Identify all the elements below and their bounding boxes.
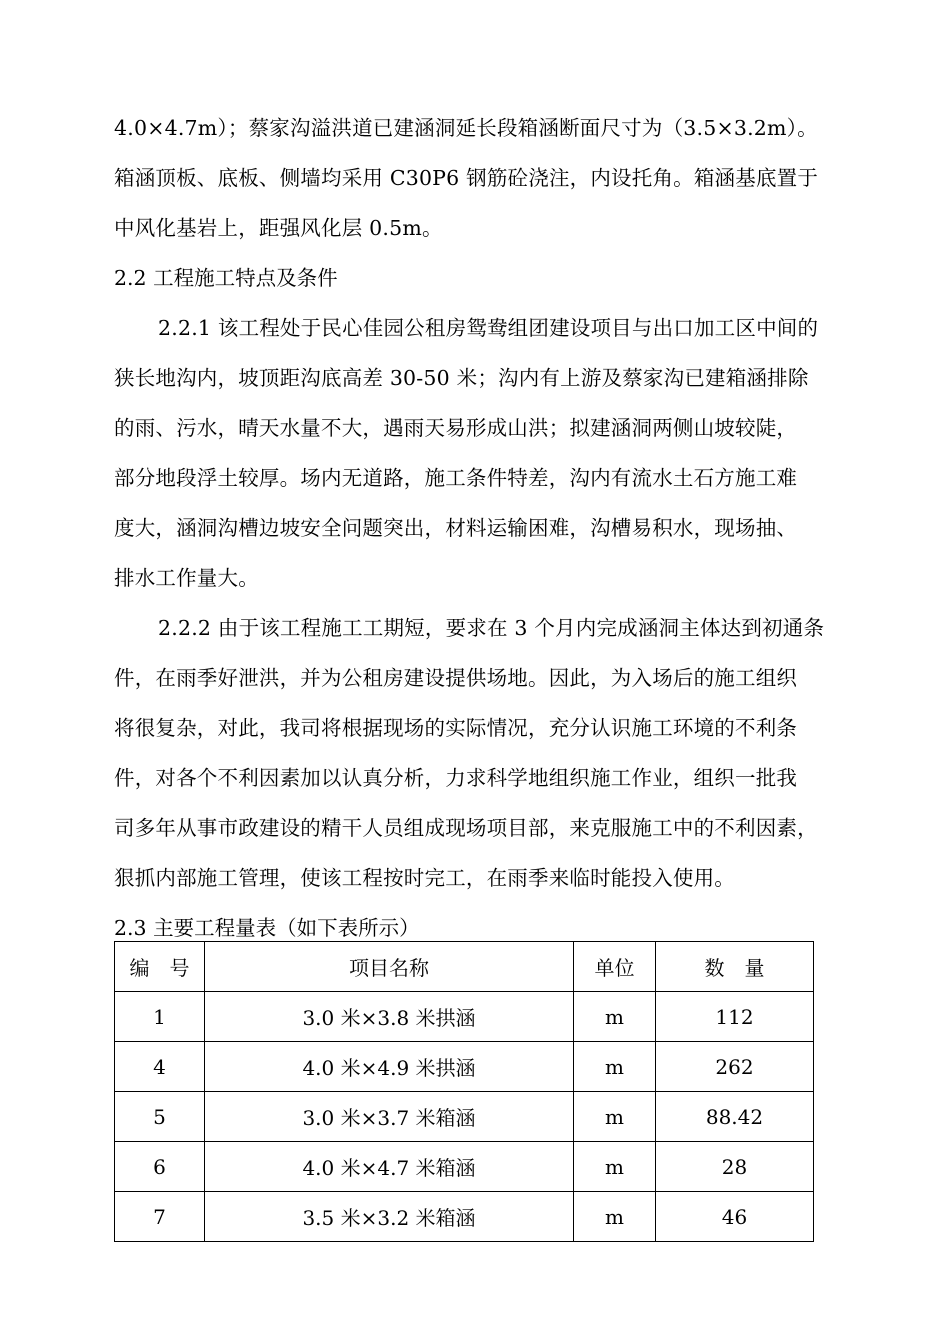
cell-unit: m [574,1192,656,1242]
paragraph-2-2-1-line-1: 2.2.1 该工程处于民心佳园公租房鸳鸯组团建设项目与出口加工区中间的 [158,316,819,340]
cell-item-name: 3.0 米×3.7 米箱涵 [205,1092,574,1142]
paragraph-2-2-2-line-5: 司多年从事市政建设的精干人员组成现场项目部，来克服施工中的不利因素， [114,816,818,840]
table-row [115,1092,814,1142]
header-item-name: 项目名称 [205,942,574,992]
paragraph-2-2-2-line-2: 件，在雨季好泄洪，并为公租房建设提供场地。因此，为入场后的施工组织 [114,666,798,690]
paragraph-2-2-1-line-6: 排水工作量大。 [114,566,259,590]
paragraph1-line-1: 4.0×4.7m）；蔡家沟溢洪道已建涵洞延长段箱涵断面尺寸为（3.5×3.2m）。 [114,116,818,140]
cell-quantity: 88.42 [656,1092,814,1142]
cell-number: 5 [115,1092,205,1142]
cell-item-name: 4.0 米×4.9 米拱涵 [205,1042,574,1092]
paragraph-2-2-1-line-5: 度大，涵洞沟槽边坡安全问题突出，材料运输困难，沟槽易积水，现场抽、 [114,516,798,540]
cell-number: 7 [115,1192,205,1242]
cell-unit: m [574,992,656,1042]
paragraph1-line-2: 箱涵顶板、底板、侧墙均采用 C30P6 钢筋砼浇注，内设托角。箱涵基底置于 [114,166,819,190]
paragraph-2-2-2-line-3: 将很复杂，对此，我司将根据现场的实际情况，充分认识施工环境的不利条 [114,716,798,740]
cell-quantity: 28 [656,1142,814,1192]
paragraph-2-2-2-line-1: 2.2.2 由于该工程施工工期短，要求在 3 个月内完成涵洞主体达到初通条 [158,616,825,640]
cell-item-name: 3.5 米×3.2 米箱涵 [205,1192,574,1242]
paragraph-2-2-1-line-3: 的雨、污水，晴天水量不大，遇雨天易形成山洪；拟建涵洞两侧山坡较陡， [114,416,798,440]
paragraph-2-2-1-line-2: 狭长地沟内，坡顶距沟底高差 30-50 米；沟内有上游及蔡家沟已建箱涵排除 [114,366,809,390]
section-heading-2-3: 2.3 主要工程量表（如下表所示） [114,916,420,940]
header-quantity: 数 量 [656,942,814,992]
cell-number: 6 [115,1142,205,1192]
cell-quantity: 112 [656,992,814,1042]
cell-quantity: 46 [656,1192,814,1242]
cell-unit: m [574,1092,656,1142]
cell-number: 1 [115,992,205,1042]
header-unit: 单位 [574,942,656,992]
paragraph1-line-3: 中风化基岩上，距强风化层 0.5m。 [114,216,443,240]
paragraph-2-2-1-line-4: 部分地段浮土较厚。场内无道路，施工条件特差，沟内有流水土石方施工难 [114,466,798,490]
cell-item-name: 4.0 米×4.7 米箱涵 [205,1142,574,1192]
table-row [115,1192,814,1242]
cell-quantity: 262 [656,1042,814,1092]
table-row [115,1042,814,1092]
document-page [114,103,874,1230]
table-row [115,1142,814,1192]
cell-unit: m [574,1042,656,1092]
paragraph-2-2-2-line-4: 件，对各个不利因素加以认真分析，力求科学地组织施工作业，组织一批我 [114,766,798,790]
table-header-row [115,942,814,992]
header-number: 编 号 [115,942,205,992]
section-heading-2-2: 2.2 工程施工特点及条件 [114,266,338,290]
cell-number: 4 [115,1042,205,1092]
paragraph-2-2-2-line-6: 狠抓内部施工管理，使该工程按时完工，在雨季来临时能投入使用。 [114,866,735,890]
cell-item-name: 3.0 米×3.8 米拱涵 [205,992,574,1042]
table-row [115,992,814,1042]
cell-unit: m [574,1142,656,1192]
quantity-table [114,941,814,1242]
